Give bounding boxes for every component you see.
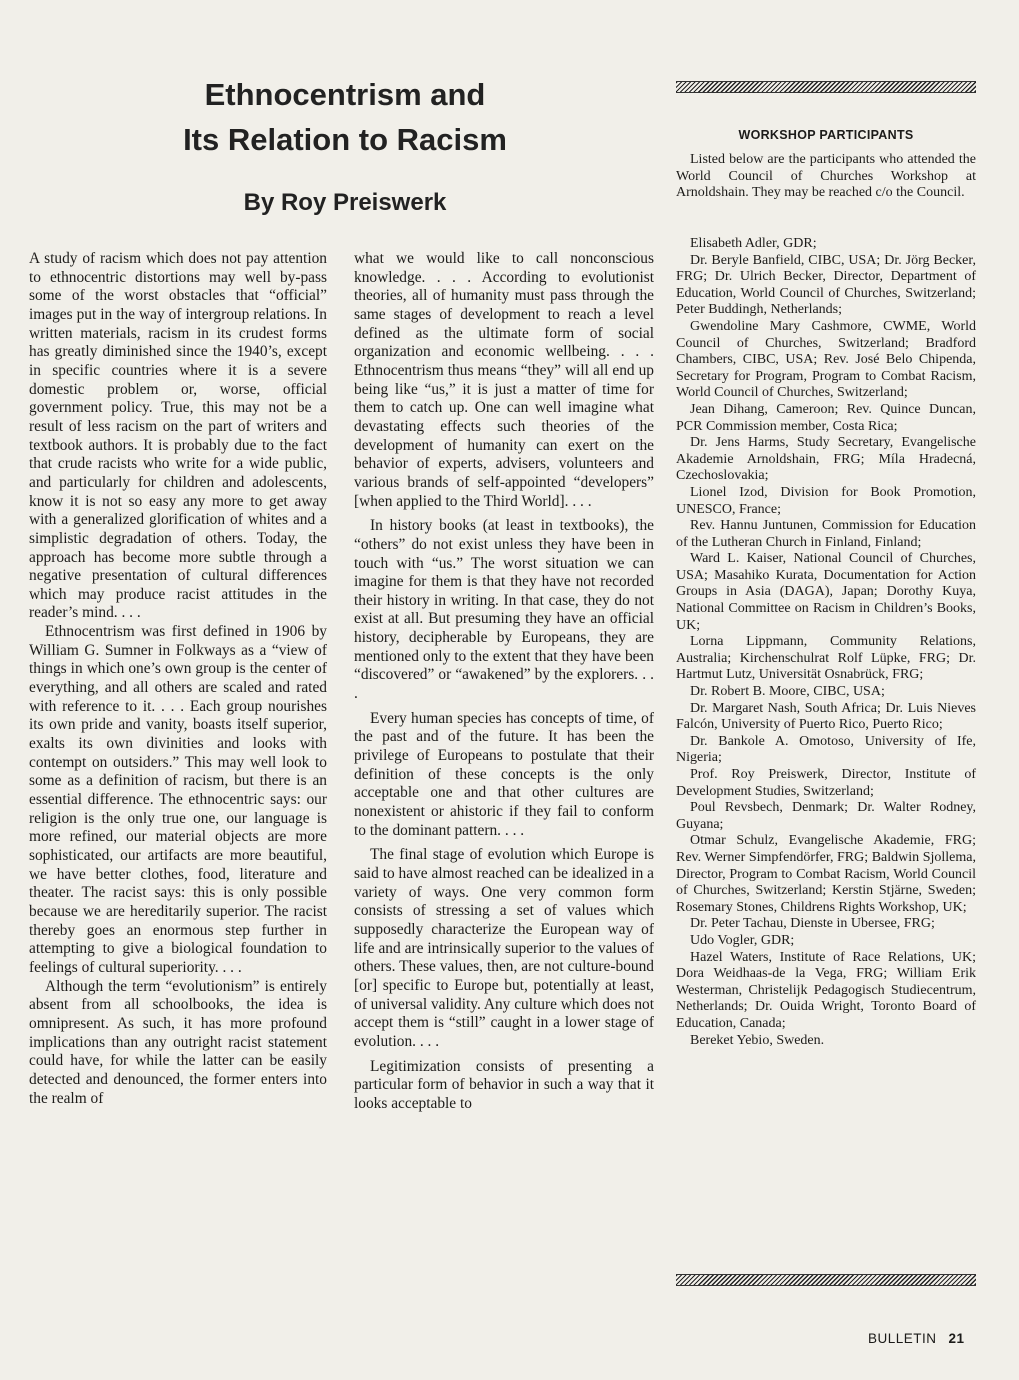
- sidebar-bottom-rule: [676, 1274, 976, 1286]
- article-column-2: [354, 250, 654, 1114]
- page-footer: [868, 1331, 965, 1346]
- participant-entry: Dr. Bankole A. Omotoso, University of Ife, Nigeria;: [676, 733, 976, 766]
- article-paragraph: Every human species has concepts of time, of the past and of the future. It has been the privilege of Europeans to postulate that their definition of these concepts is the only acceptable one and that other cultures are nonexistent or ahistoric if they fail to conform to the dominant pattern. . . .: [354, 709, 654, 839]
- participant-entry: Poul Revsbech, Denmark; Dr. Walter Rodney, Guyana;: [676, 800, 976, 832]
- article-paragraph: Although the term “evolutionism” is entirely absent from all schoolbooks, the idea is omnipresent. As such, it has more profound implications than any outright racist statement could have, for while the latter can be easily detected and denounced, the former enters into the realm of: [29, 977, 327, 1107]
- participant-entry: Dr. Robert B. Moore, CIBC, USA;: [690, 684, 885, 700]
- article-paragraph: A study of racism which does not pay attention to ethnocentric distortions may well by-pass some of the worst obstacles that “official” images put in the way of intergroup relations. In written materials, racism in its crudest forms has greatly diminished since the 1940’s, except in specific countries where it is a severe domestic problem or, worse, official government policy. True, this may not be a result of less racism on the part of writers and textbook authors. It is probably due to the fact that crude racists who write for a wide public, and particularly for children and adolescents, know it is not so easy any more to get away with a generalized glorification of whites and a simplistic degradation of others. Today, the approach has become more subtle through a negative presentation of cultural differences which may produce racist attitudes in the reader’s mind. . . .: [29, 250, 327, 622]
- article-paragraph: Ethnocentrism was first defined in 1906 by William G. Sumner in Folkways as a “view of things in which one’s own group is the center of everything, and all others are scaled and rated with reference to it. . . . Each group nourishes its own pride and vanity, boasts itself superior, exalts its own divinities and looks with contempt on outsiders.” This may well look to some as a definition of racism, but there is an essential difference. The ethnocentric says: our religion is the only true one, our language is more refined, our material objects are more sophisticated, our artifacts are more beautiful, we have better clothes, food, literature and theater. The racist says: this is only possible because we are hereditarily superior. The racist thereby goes an enormous step further in attempting to give a biological foundation to feelings of cultural superiority. . . .: [29, 623, 327, 976]
- article-paragraph: what we would like to call nonconscious knowledge. . . . According to evolutionist theories, all of humanity must pass through the same stages of development to reach a level defined as the ultimate form of social organization and economic wellbeing. . . . Ethnocentrism thus means “they” will all end up being like “us,” it is just a matter of time for them to catch up. One can well imagine what devastating effects such theories of the development of humanity can exert on the behavior of experts, advisers, volunteers and various brands of self-appointed “developers” [when applied to the Third World]. . . .: [354, 250, 654, 510]
- sidebar-intro: Listed below are the participants who attended the World Council of Churches Workshop at Arnoldshain. They may be reached c/o the Council.: [676, 152, 976, 201]
- participant-entry: Dr. Peter Tachau, Dienste in Ubersee, FRG;: [690, 916, 935, 932]
- page-number: 21: [948, 1331, 965, 1346]
- article-paragraph: Legitimization consists of presenting a particular form of behavior in such a way that it looks acceptable to: [354, 1057, 654, 1112]
- article-title-line-1: Ethnocentrism and: [204, 77, 486, 112]
- participant-entry: Lorna Lippmann, Community Relations, Australia; Kirchenschulrat Rolf Lüpke, FRG; Dr. Hartmut Lutz, Universität Osnabrück, FRG;: [676, 634, 976, 683]
- article-byline: By Roy Preiswerk: [243, 189, 447, 216]
- participant-entry: Rev. Hannu Juntunen, Commission for Education of the Lutheran Church in Finland, Finland;: [676, 518, 976, 550]
- participant-entry: Hazel Waters, Institute of Race Relations, UK; Dora Weidhaas-de la Vega, FRG; William Erik Westerman, Christelijk Pedagogisch Studiecentrum, Netherlands; Dr. Ouida Wright, Toronto Board of Education, Canada;: [676, 949, 976, 1031]
- participant-entry: Prof. Roy Preiswerk, Director, Institute of Development Studies, Switzerland;: [676, 767, 976, 799]
- participant-entry: Lionel Izod, Division for Book Promotion, UNESCO, France;: [676, 484, 976, 517]
- sidebar-top-rule: [676, 81, 976, 93]
- participant-entry: Bereket Yebio, Sweden.: [690, 1032, 825, 1048]
- participant-entry: Otmar Schulz, Evangelische Akademie, FRG; Rev. Werner Simpfendörfer, FRG; Baldwin Sjollema, Director, Program to Combat Racism, World Council of Churches, Switzerland; Kerstin Stjärne, Sweden; Rosemary Stones, Childrens Rights Workshop, UK;: [676, 833, 976, 915]
- article-paragraph: In history books (at least in textbooks), the “others” do not exist unless they have been in touch with “us.” The worst situation we can imagine for them is that they have not recorded their history in writing. In that case, they do not exist at all. But presuming they have an official history, decipherable by Europeans, they are mentioned only to the extent that they have been “discovered” or “awakened” by the explorers. . . .: [354, 517, 654, 703]
- sidebar-heading: WORKSHOP PARTICIPANTS: [738, 128, 914, 142]
- participants-list: [676, 236, 976, 1049]
- participant-entry: Ward L. Kaiser, National Council of Churches, USA; Masahiko Kurata, Documentation for Action Groups in Asia (DAGA), Japan; Dorothy Kuya, National Committee on Racism in Children’s Books, UK;: [676, 551, 976, 633]
- article-title: [120, 72, 570, 162]
- participant-entry: Dr. Jens Harms, Study Secretary, Evangelische Akademie Arnoldshain, FRG; Míla Hradecná, Czechoslovakia;: [676, 435, 976, 484]
- participant-entry: Dr. Beryle Banfield, CIBC, USA; Dr. Jörg Becker, FRG; Dr. Ulrich Becker, Director, Department of Education, World Council of Churches, Switzerland; Peter Buddingh, Netherlands;: [676, 252, 976, 318]
- participant-entry: Udo Vogler, GDR;: [690, 932, 795, 948]
- participant-entry: Jean Dihang, Cameroon; Rev. Quince Duncan, PCR Commission member, Costa Rica;: [676, 401, 976, 434]
- article-column-1: [29, 250, 327, 1108]
- participant-entry: Elisabeth Adler, GDR;: [690, 236, 817, 251]
- participant-entry: Dr. Margaret Nash, South Africa; Dr. Luis Nieves Falcón, University of Puerto Rico, Puerto Rico;: [676, 700, 976, 733]
- participant-entry: Gwendoline Mary Cashmore, CWME, World Council of Churches, Switzerland; Bradford Chambers, CIBC, USA; Rev. José Belo Chipenda, Secretary for Program, Program to Combat Racism, World Council of Churches, Switzerland;: [676, 318, 976, 401]
- article-title-line-2: Its Relation to Racism: [183, 122, 507, 157]
- article-paragraph: The final stage of evolution which Europe is said to have almost reached can be idealized in a variety of ways. One very common form consists of stressing a set of values which supposedly characterize the European way of life and are intrinsically superior to the values of others. These values, then, are not culture-bound [or] specific to Europe but, potentially at least, of universal validity. Any culture which does not accept them is “still” caught in a lower stage of evolution. . . .: [354, 846, 654, 1050]
- publication-name: BULLETIN: [868, 1331, 937, 1346]
